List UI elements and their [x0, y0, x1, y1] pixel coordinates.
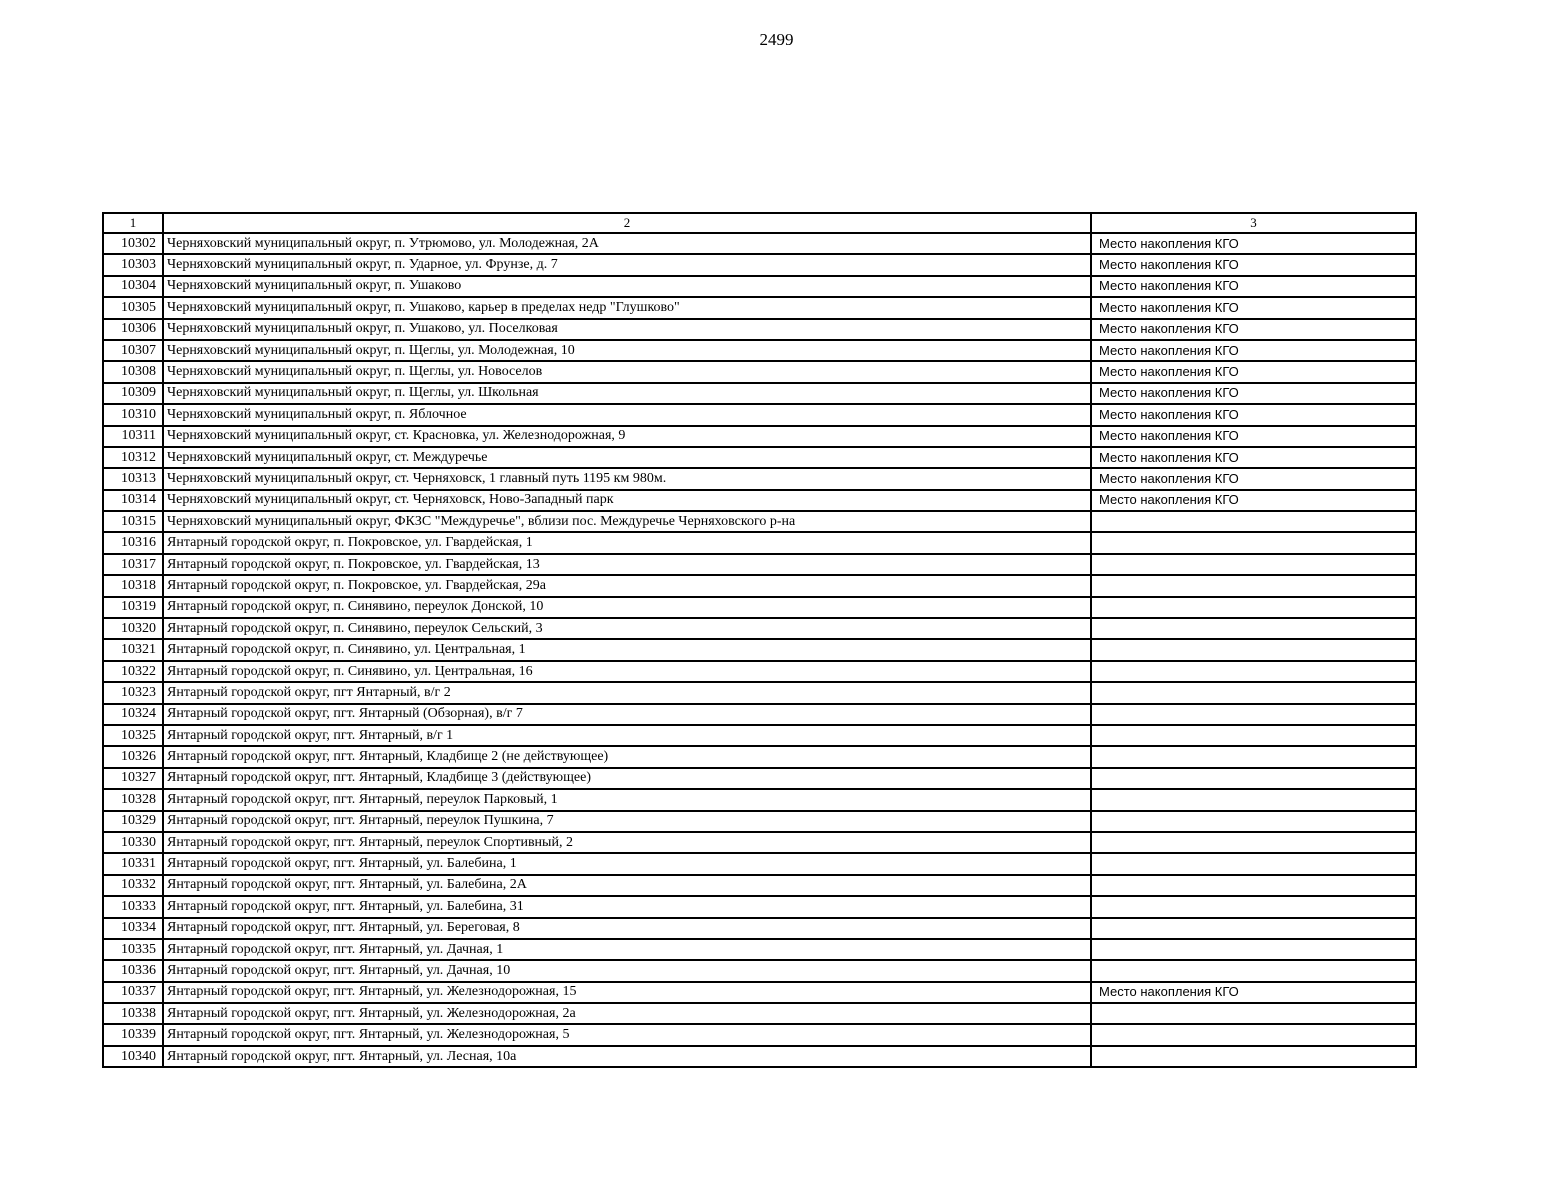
row-number-cell: 10307 [103, 340, 163, 361]
row-type-cell [1091, 1003, 1416, 1024]
row-address-cell: Черняховский муниципальный округ, ст. Междуречье [163, 447, 1091, 468]
table-row [103, 896, 1416, 917]
row-number-cell: 10338 [103, 1003, 163, 1024]
row-number-cell: 10328 [103, 789, 163, 810]
row-address-cell: Янтарный городской округ, пгт. Янтарный, ул. Балебина, 2А [163, 875, 1091, 896]
row-number-cell: 10314 [103, 490, 163, 511]
row-number-cell: 10323 [103, 682, 163, 703]
table-row [103, 661, 1416, 682]
table-row [103, 1003, 1416, 1024]
row-type-cell: Место накопления КГО [1091, 361, 1416, 382]
row-type-cell [1091, 661, 1416, 682]
column-header-number: 1 [103, 213, 163, 233]
row-address-cell: Янтарный городской округ, пгт. Янтарный, ул. Балебина, 1 [163, 853, 1091, 874]
row-type-cell: Место накопления КГО [1091, 468, 1416, 489]
row-type-cell: Место накопления КГО [1091, 490, 1416, 511]
row-number-cell: 10305 [103, 297, 163, 318]
row-number-cell: 10329 [103, 811, 163, 832]
row-address-cell: Янтарный городской округ, п. Синявино, переулок Донской, 10 [163, 597, 1091, 618]
table-row [103, 789, 1416, 810]
row-type-cell [1091, 939, 1416, 960]
row-address-cell: Янтарный городской округ, пгт. Янтарный, Кладбище 3 (действующее) [163, 768, 1091, 789]
row-number-cell: 10306 [103, 319, 163, 340]
table-row [103, 254, 1416, 275]
row-type-cell [1091, 511, 1416, 532]
table-row [103, 832, 1416, 853]
row-number-cell: 10331 [103, 853, 163, 874]
row-type-cell [1091, 575, 1416, 596]
row-type-cell [1091, 639, 1416, 660]
page-number: 2499 [759, 30, 794, 49]
table-body [103, 213, 1416, 1067]
table-row [103, 404, 1416, 425]
table-row [103, 768, 1416, 789]
table-row [103, 468, 1416, 489]
row-address-cell: Янтарный городской округ, п. Покровское, ул. Гвардейская, 1 [163, 532, 1091, 553]
row-type-cell [1091, 725, 1416, 746]
table-row [103, 340, 1416, 361]
row-address-cell: Черняховский муниципальный округ, ст. Красновка, ул. Железнодорожная, 9 [163, 426, 1091, 447]
row-type-cell: Место накопления КГО [1091, 404, 1416, 425]
table-row [103, 297, 1416, 318]
row-number-cell: 10310 [103, 404, 163, 425]
row-address-cell: Янтарный городской округ, п. Покровское, ул. Гвардейская, 29а [163, 575, 1091, 596]
row-address-cell: Черняховский муниципальный округ, п. Щеглы, ул. Школьная [163, 383, 1091, 404]
table-row [103, 490, 1416, 511]
row-type-cell: Место накопления КГО [1091, 254, 1416, 275]
table-row [103, 426, 1416, 447]
row-address-cell: Янтарный городской округ, пгт. Янтарный, переулок Парковый, 1 [163, 789, 1091, 810]
row-number-cell: 10316 [103, 532, 163, 553]
row-type-cell [1091, 1024, 1416, 1045]
row-type-cell [1091, 746, 1416, 767]
row-address-cell: Черняховский муниципальный округ, п. Ушаково [163, 276, 1091, 297]
table-row [103, 939, 1416, 960]
row-address-cell: Черняховский муниципальный округ, п. Щеглы, ул. Новоселов [163, 361, 1091, 382]
row-type-cell [1091, 682, 1416, 703]
row-number-cell: 10303 [103, 254, 163, 275]
row-number-cell: 10308 [103, 361, 163, 382]
column-header-type: 3 [1091, 213, 1416, 233]
row-type-cell [1091, 875, 1416, 896]
row-address-cell: Черняховский муниципальный округ, п. Утрюмово, ул. Молодежная, 2А [163, 233, 1091, 254]
row-address-cell: Черняховский муниципальный округ, п. Щеглы, ул. Молодежная, 10 [163, 340, 1091, 361]
table-row [103, 682, 1416, 703]
row-type-cell [1091, 618, 1416, 639]
row-type-cell: Место накопления КГО [1091, 340, 1416, 361]
row-address-cell: Янтарный городской округ, пгт. Янтарный, ул. Балебина, 31 [163, 896, 1091, 917]
row-address-cell: Янтарный городской округ, п. Покровское, ул. Гвардейская, 13 [163, 554, 1091, 575]
row-number-cell: 10309 [103, 383, 163, 404]
table-row [103, 447, 1416, 468]
row-number-cell: 10332 [103, 875, 163, 896]
row-address-cell: Черняховский муниципальный округ, п. Ударное, ул. Фрунзе, д. 7 [163, 254, 1091, 275]
row-number-cell: 10311 [103, 426, 163, 447]
row-number-cell: 10322 [103, 661, 163, 682]
table-row [103, 511, 1416, 532]
row-type-cell: Место накопления КГО [1091, 297, 1416, 318]
table-row [103, 554, 1416, 575]
table-row [103, 383, 1416, 404]
row-number-cell: 10326 [103, 746, 163, 767]
table-row [103, 875, 1416, 896]
row-number-cell: 10321 [103, 639, 163, 660]
row-type-cell [1091, 918, 1416, 939]
row-number-cell: 10325 [103, 725, 163, 746]
row-address-cell: Янтарный городской округ, пгт. Янтарный (Обзорная), в/г 7 [163, 704, 1091, 725]
row-type-cell [1091, 789, 1416, 810]
table-row [103, 639, 1416, 660]
row-address-cell: Янтарный городской округ, п. Синявино, переулок Сельский, 3 [163, 618, 1091, 639]
row-address-cell: Черняховский муниципальный округ, ФКЗС "Междуречье", вблизи пос. Междуречье Черняховского р-на [163, 511, 1091, 532]
table-row [103, 575, 1416, 596]
table-row [103, 319, 1416, 340]
row-address-cell: Янтарный городской округ, пгт. Янтарный, переулок Спортивный, 2 [163, 832, 1091, 853]
registry-table [102, 212, 1417, 1068]
row-type-cell [1091, 1046, 1416, 1067]
row-number-cell: 10313 [103, 468, 163, 489]
row-address-cell: Черняховский муниципальный округ, п. Ушаково, карьер в пределах недр "Глушково" [163, 297, 1091, 318]
table-row [103, 746, 1416, 767]
table-row [103, 853, 1416, 874]
table-row [103, 960, 1416, 981]
row-number-cell: 10319 [103, 597, 163, 618]
row-address-cell: Янтарный городской округ, пгт. Янтарный, ул. Лесная, 10а [163, 1046, 1091, 1067]
row-address-cell: Янтарный городской округ, п. Синявино, ул. Центральная, 16 [163, 661, 1091, 682]
row-number-cell: 10327 [103, 768, 163, 789]
row-type-cell: Место накопления КГО [1091, 383, 1416, 404]
row-address-cell: Янтарный городской округ, пгт. Янтарный, ул. Железнодорожная, 5 [163, 1024, 1091, 1045]
row-type-cell [1091, 896, 1416, 917]
row-number-cell: 10335 [103, 939, 163, 960]
row-address-cell: Янтарный городской округ, пгт. Янтарный, ул. Железнодорожная, 2а [163, 1003, 1091, 1024]
row-address-cell: Черняховский муниципальный округ, ст. Черняховск, Ново-Западный парк [163, 490, 1091, 511]
table-row [103, 982, 1416, 1003]
table-row [103, 361, 1416, 382]
row-number-cell: 10304 [103, 276, 163, 297]
row-type-cell: Место накопления КГО [1091, 982, 1416, 1003]
row-type-cell [1091, 532, 1416, 553]
row-number-cell: 10317 [103, 554, 163, 575]
row-type-cell [1091, 597, 1416, 618]
row-type-cell: Место накопления КГО [1091, 319, 1416, 340]
table-row [103, 597, 1416, 618]
row-address-cell: Янтарный городской округ, пгт Янтарный, в/г 2 [163, 682, 1091, 703]
row-type-cell: Место накопления КГО [1091, 447, 1416, 468]
row-number-cell: 10340 [103, 1046, 163, 1067]
table-row [103, 532, 1416, 553]
row-address-cell: Янтарный городской округ, пгт. Янтарный, ул. Дачная, 1 [163, 939, 1091, 960]
row-type-cell [1091, 811, 1416, 832]
row-address-cell: Янтарный городской округ, пгт. Янтарный, ул. Береговая, 8 [163, 918, 1091, 939]
row-type-cell: Место накопления КГО [1091, 276, 1416, 297]
column-header-address: 2 [163, 213, 1091, 233]
table-header-row [103, 213, 1416, 233]
row-number-cell: 10337 [103, 982, 163, 1003]
row-address-cell: Янтарный городской округ, пгт. Янтарный, Кладбище 2 (не действующее) [163, 746, 1091, 767]
row-address-cell: Янтарный городской округ, пгт. Янтарный, в/г 1 [163, 725, 1091, 746]
row-address-cell: Янтарный городской округ, пгт. Янтарный, ул. Железнодорожная, 15 [163, 982, 1091, 1003]
row-address-cell: Черняховский муниципальный округ, ст. Черняховск, 1 главный путь 1195 км 980м. [163, 468, 1091, 489]
row-type-cell: Место накопления КГО [1091, 233, 1416, 254]
row-address-cell: Черняховский муниципальный округ, п. Яблочное [163, 404, 1091, 425]
table-row [103, 811, 1416, 832]
row-type-cell [1091, 768, 1416, 789]
row-type-cell [1091, 960, 1416, 981]
row-number-cell: 10315 [103, 511, 163, 532]
table-row [103, 618, 1416, 639]
row-address-cell: Янтарный городской округ, пгт. Янтарный, ул. Дачная, 10 [163, 960, 1091, 981]
row-type-cell [1091, 704, 1416, 725]
table-row [103, 276, 1416, 297]
table-row [103, 233, 1416, 254]
row-number-cell: 10333 [103, 896, 163, 917]
row-address-cell: Черняховский муниципальный округ, п. Ушаково, ул. Поселковая [163, 319, 1091, 340]
table-row [103, 918, 1416, 939]
row-type-cell: Место накопления КГО [1091, 426, 1416, 447]
row-number-cell: 10330 [103, 832, 163, 853]
table-row [103, 725, 1416, 746]
row-type-cell [1091, 554, 1416, 575]
row-number-cell: 10334 [103, 918, 163, 939]
row-number-cell: 10339 [103, 1024, 163, 1045]
row-address-cell: Янтарный городской округ, п. Синявино, ул. Центральная, 1 [163, 639, 1091, 660]
table-row [103, 704, 1416, 725]
row-number-cell: 10336 [103, 960, 163, 981]
row-address-cell: Янтарный городской округ, пгт. Янтарный, переулок Пушкина, 7 [163, 811, 1091, 832]
row-number-cell: 10302 [103, 233, 163, 254]
row-number-cell: 10312 [103, 447, 163, 468]
row-number-cell: 10320 [103, 618, 163, 639]
row-type-cell [1091, 853, 1416, 874]
row-type-cell [1091, 832, 1416, 853]
row-number-cell: 10324 [103, 704, 163, 725]
row-number-cell: 10318 [103, 575, 163, 596]
table-row [103, 1024, 1416, 1045]
table-row [103, 1046, 1416, 1067]
